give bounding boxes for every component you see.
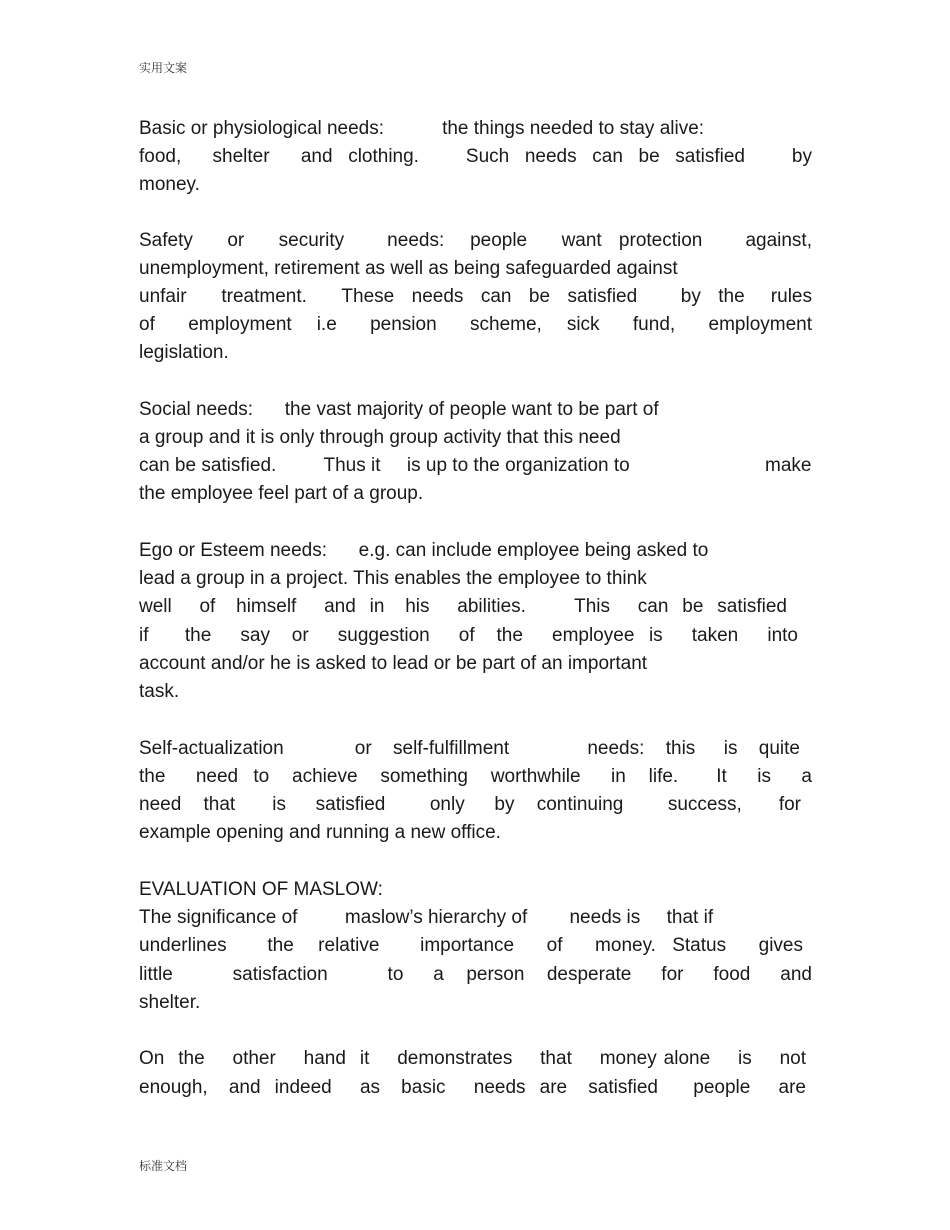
body-text-line: need that is satisfied only by continuing success, for [139,794,801,815]
body-text-line: Self-actualization or self-fulfillment needs: this is quite [139,738,800,759]
body-text-line: lead a group in a project. This enables the employee to think [139,568,647,589]
body-text-line: unfair treatment. These needs can be satisfied by the rules [139,286,812,307]
body-text-line: legislation. [139,342,229,363]
body-text-line: of employment i.e pension scheme, sick fund, employment [139,314,812,335]
page-header-label: 实用文案 [139,61,188,75]
body-text-line: The significance of maslow’s hierarchy of needs is that if [139,907,714,928]
body-text-line: well of himself and in his abilities. This can be satisfied [139,596,787,617]
body-text-line: Ego or Esteem needs: e.g. can include employee being asked to [139,540,709,561]
body-text-line: enough, and indeed as basic needs are satisfied people are [139,1077,806,1098]
body-text-line: Social needs: the vast majority of people want to be part of [139,399,659,420]
body-text-line: unemployment, retirement as well as being safeguarded against [139,258,678,279]
body-text-line: On the other hand it demonstrates that money alone is not [139,1048,806,1069]
body-text-line: account and/or he is asked to lead or be part of an important [139,653,648,674]
body-text-line: Basic or physiological needs: the things needed to stay alive: [139,118,705,139]
body-text-line: Safety or security needs: people want protection against, [139,230,812,251]
body-text-line: shelter. [139,992,201,1013]
body-text-word: make [765,455,812,476]
body-text-line: task. [139,681,180,702]
body-text-line: the employee feel part of a group. [139,483,424,504]
body-text-line: a group and it is only through group activity that this need [139,427,621,448]
page-footer-label: 标准文档 [139,1159,188,1173]
body-text-line: if the say or suggestion of the employee is taken into [139,625,798,646]
body-text-line: money. [139,174,200,195]
section-heading: EVALUATION OF MASLOW: [139,879,383,900]
body-text-line: little satisfaction to a person desperate for food and [139,964,812,985]
body-text-line: can be satisfied. Thus it is up to the organization to [139,455,630,476]
body-text-line: example opening and running a new office. [139,822,501,843]
body-text-line: underlines the relative importance of money. Status gives [139,935,803,956]
body-text-line: the need to achieve something worthwhile in life. It is a [139,766,812,787]
body-text-line: food, shelter and clothing. Such needs can be satisfied by [139,146,812,167]
